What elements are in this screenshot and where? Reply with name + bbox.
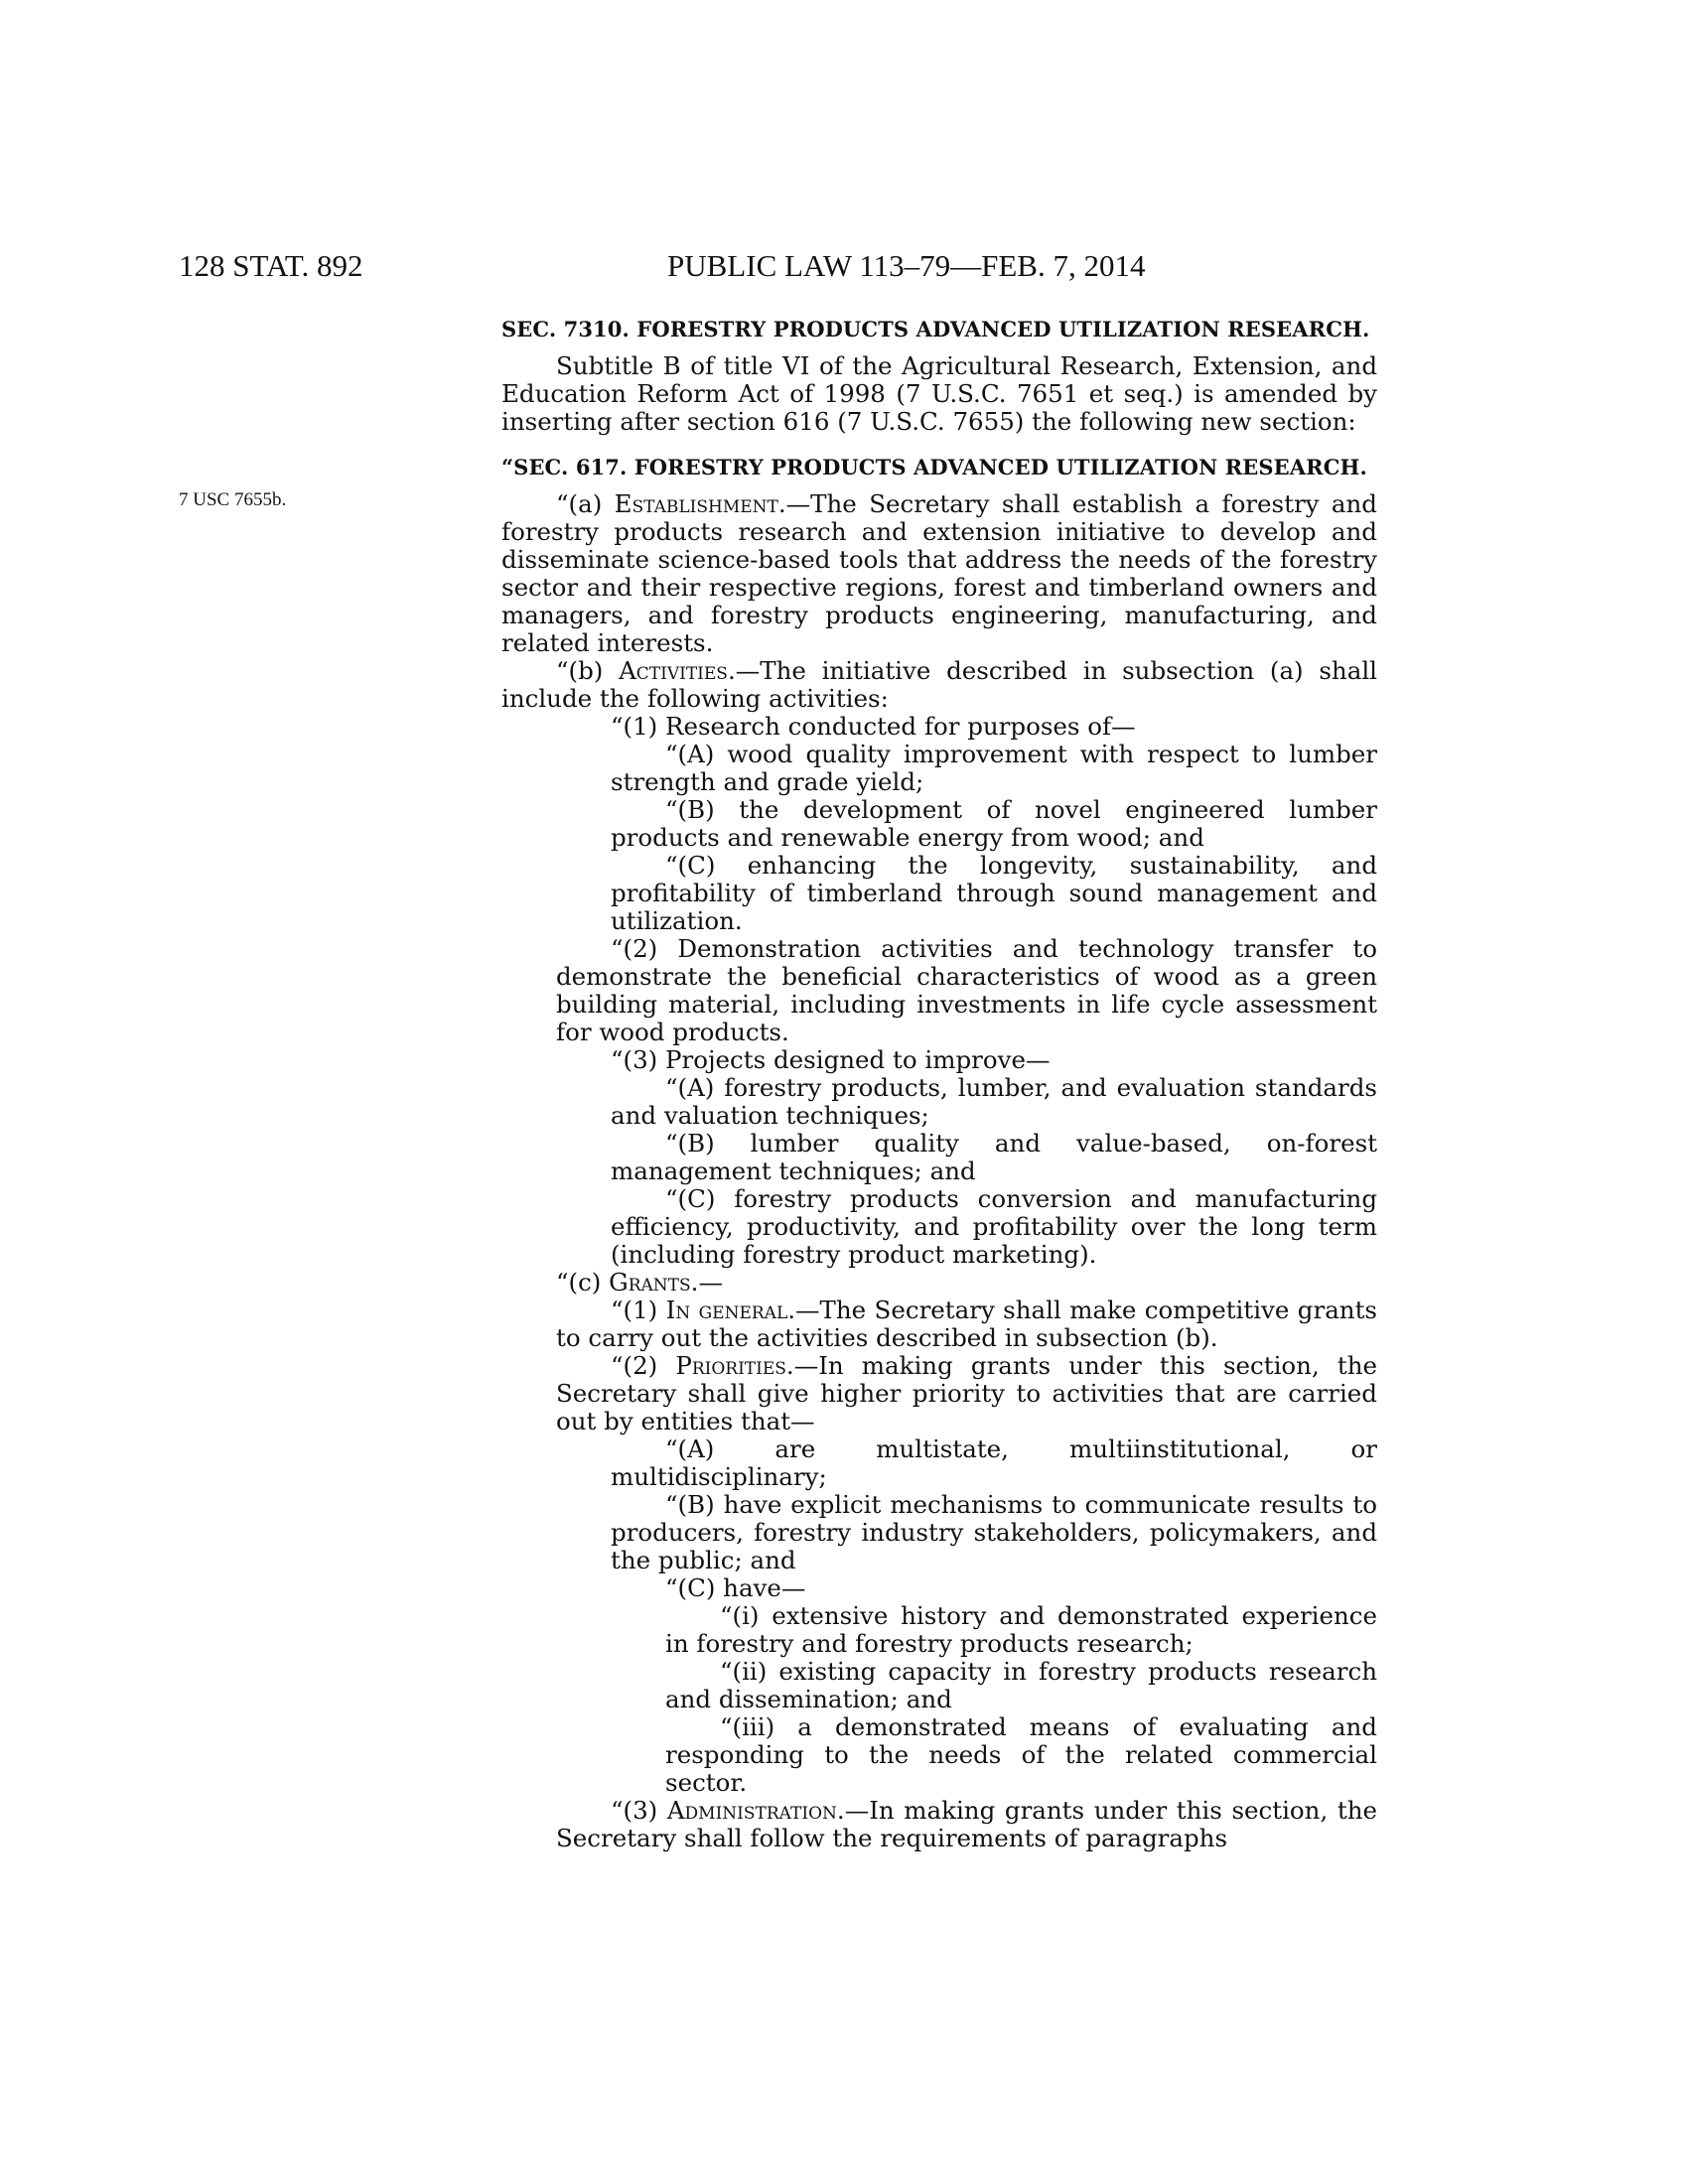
paragraph-c3-prefix: “(3) [611,1796,667,1825]
paragraph-a-text: .—The Secretary shall establish a forestry and forestry products research and extension initiative to develop and disseminate science-based tools that address the needs of the forestry sector and their respective regions, forest and timberland owners and managers, and forestry products engineering, manufacturing, and related interests. [501,489,1377,657]
document-body [501,316,1377,1852]
page-header [0,248,1688,298]
paragraph-b3C: “(C) forestry products conversion and manufacturing efficiency, productivity, and profitability over the long term (including forestry product marketing). [611,1184,1377,1269]
paragraph-b-text: .—The initiative described in subsection (a) shall include the following activities: [501,656,1377,713]
statute-page-number: 128 STAT. 892 [179,248,363,283]
paragraph-b3: “(3) Projects designed to improve— [611,1045,1051,1074]
paragraph-c2-text: .—In making grants under this section, the Secretary shall give higher priority to activities that are carried out by entities that— [556,1351,1377,1435]
paragraph-c2Cii: “(ii) existing capacity in forestry products research and dissemination; and [665,1657,1377,1713]
section-7310-heading: SEC. 7310. FORESTRY PRODUCTS ADVANCED UTILIZATION RESEARCH. [501,317,1370,341]
paragraph-c2Ci: “(i) extensive history and demonstrated experience in forestry and forestry products research; [665,1601,1377,1658]
paragraph-c3 [501,1797,1377,1852]
paragraph-a-caption: Establishment [614,489,778,518]
paragraph-c2B: “(B) have explicit mechanisms to communicate results to producers, forestry industry stakeholders, policymakers, and the public; and [611,1490,1377,1574]
paragraph-c-prefix: “(c) [556,1268,610,1297]
paragraph-b-caption: Activities [619,656,728,685]
paragraph-c1-prefix: “(1) [611,1296,666,1324]
section-7310-text: Subtitle B of title VI of the Agricultural Research, Extension, and Education Reform Act of 1998 (7 U.S.C. 7651 et seq.) is amended by inserting after section 616 (7 U.S.C. 7655) the following new section: [501,351,1377,436]
paragraph-a-prefix: “(a) [556,489,615,518]
paragraph-b [501,657,1377,713]
paragraph-c-caption: Grants [609,1268,691,1297]
paragraph-b3B: “(B) lumber quality and value-based, on-forest management techniques; and [611,1129,1377,1185]
paragraph-b1: “(1) Research conducted for purposes of— [611,712,1136,741]
paragraph-c [501,1269,1377,1297]
paragraph-b3A: “(A) forestry products, lumber, and evaluation standards and valuation techniques; [611,1073,1377,1130]
paragraph-c1 [501,1297,1377,1352]
paragraph-b1B: “(B) the development of novel engineered lumber products and renewable energy from wood; and [611,795,1377,852]
paragraph-c3-text: .—In making grants under this section, the Secretary shall follow the requirements of paragraphs [556,1796,1377,1852]
paragraph-c1-text: .—The Secretary shall make competitive grants to carry out the activities described in subsection (b). [556,1296,1377,1352]
paragraph-c2Ciii: “(iii) a demonstrated means of evaluating and responding to the needs of the related commercial sector. [665,1712,1377,1797]
paragraph-c2 [501,1352,1377,1435]
paragraph-c2-caption: Priorities [675,1351,786,1380]
section-617-heading: “SEC. 617. FORESTRY PRODUCTS ADVANCED UTILIZATION RESEARCH. [501,455,1367,479]
paragraph-c3-caption: Administration [666,1796,837,1825]
paragraph-c2C: “(C) have— [665,1573,806,1602]
paragraph-b1A: “(A) wood quality improvement with respect to lumber strength and grade yield; [611,740,1377,796]
paragraph-c1-caption: In general [665,1296,788,1324]
paragraph-b-prefix: “(b) [556,656,620,685]
paragraph-a [501,490,1377,657]
paragraph-b2: “(2) Demonstration activities and technology transfer to demonstrate the beneficial characteristics of wood as a green building material, including investments in life cycle assessment for wood products. [556,934,1377,1046]
usc-margin-note: 7 USC 7655b. [179,489,287,510]
paragraph-c2-prefix: “(2) [611,1351,676,1380]
paragraph-b1C: “(C) enhancing the longevity, sustainability, and profitability of timberland through sound management and utilization. [611,851,1377,935]
paragraph-c2A: “(A) are multistate, multiinstitutional, or multidisciplinary; [611,1434,1377,1491]
public-law-title: PUBLIC LAW 113–79—FEB. 7, 2014 [667,248,1146,283]
paragraph-c-text: .— [690,1268,723,1297]
